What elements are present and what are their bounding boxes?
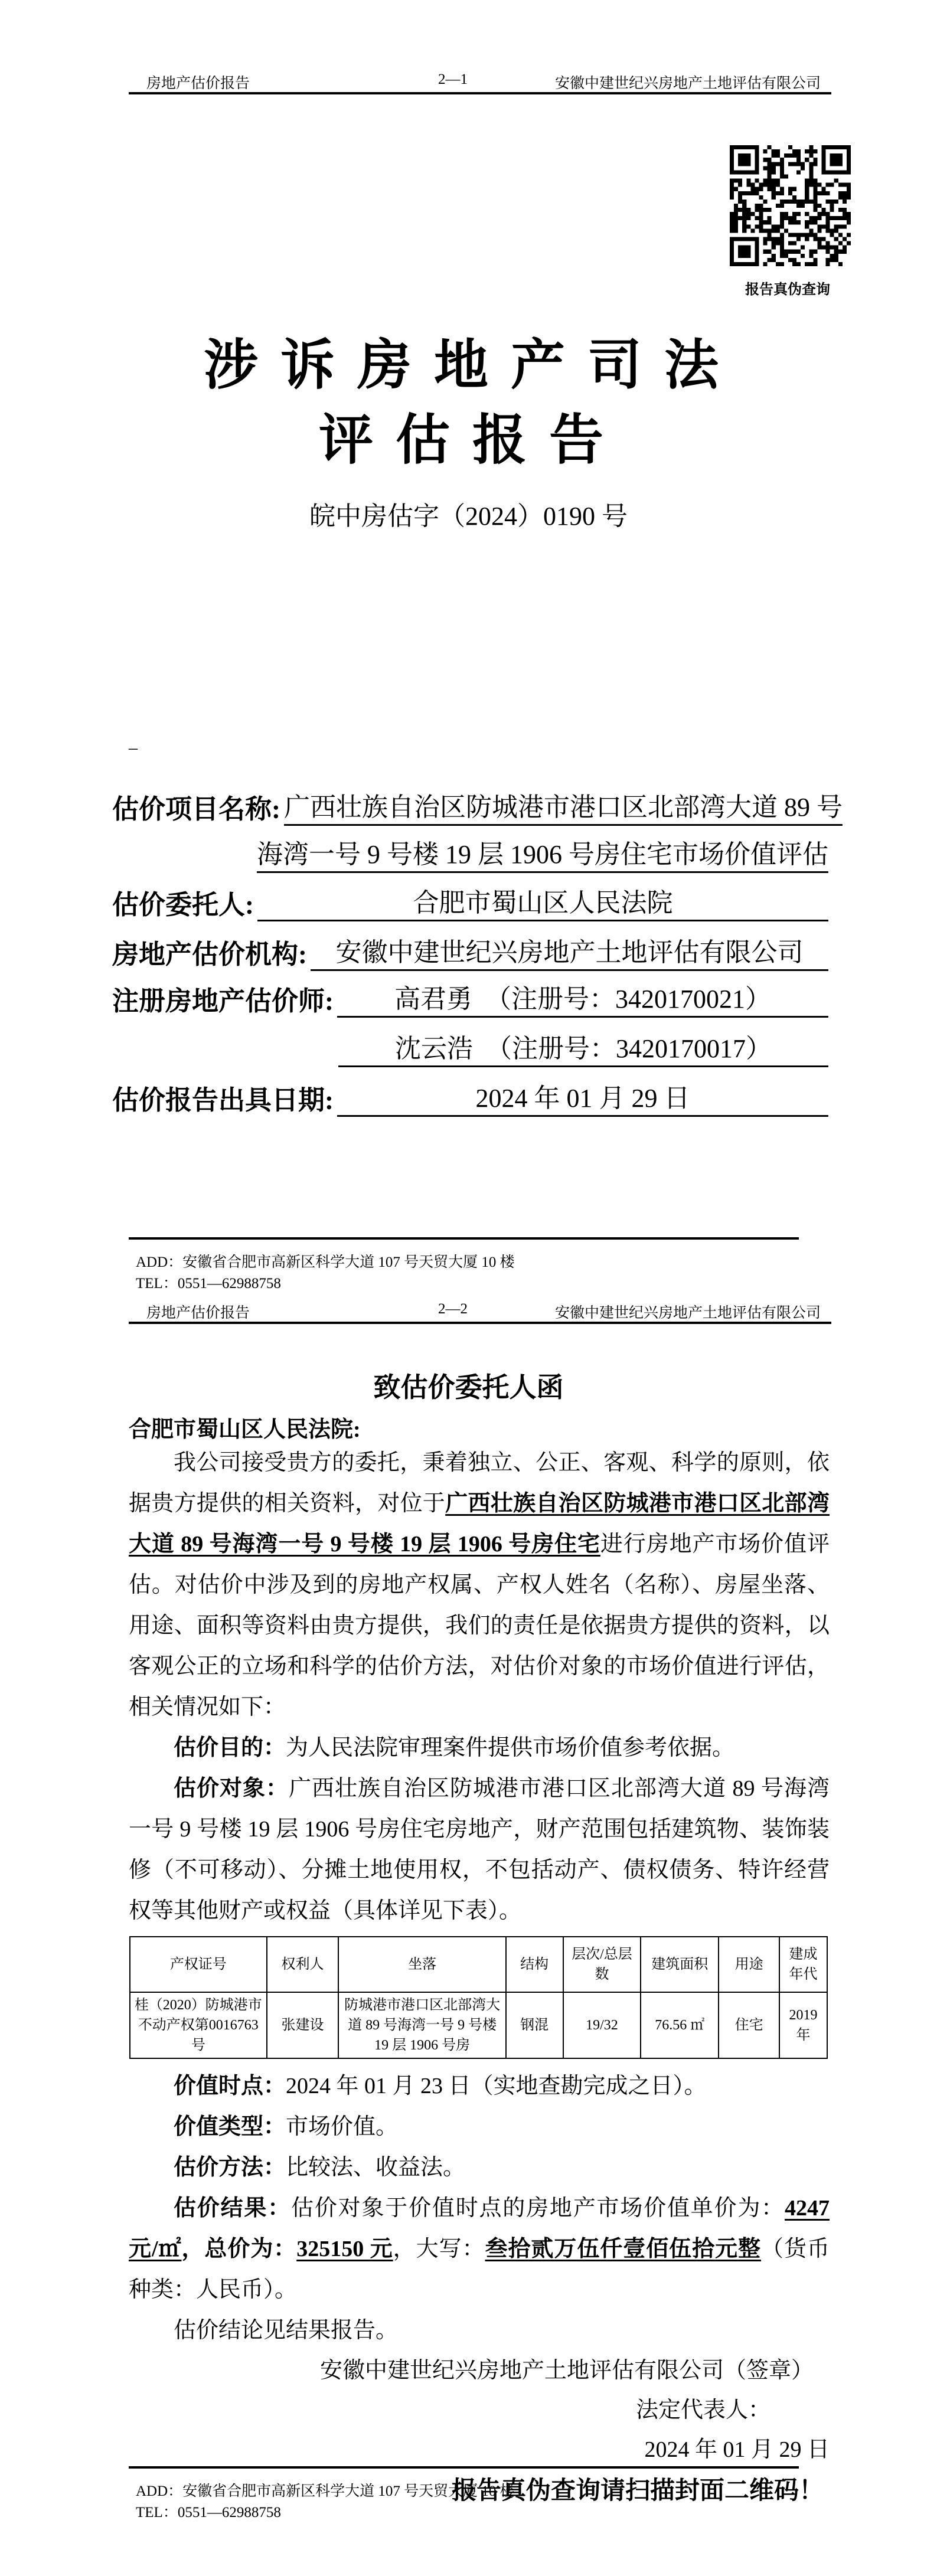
report-title-line1: 涉诉房地产司法 [203,335,741,395]
conclusion-paragraph: 估价结论见结果报告。 [174,2318,399,2343]
header-page-number: 2—1 [438,71,468,87]
table-cell: 76.56 ㎡ [641,1992,719,2058]
agency-value: 安徽中建世纪兴房地产土地评估有限公司 [311,936,828,971]
addressee: 合肥市蜀山区人民法院: [129,1417,361,1442]
method-paragraph [129,2147,830,2188]
intro-subject: 广西壮族自治区防城港市港口区北部湾大道 89 号海湾一号 9 号楼 19 层 1906 号房住宅 [129,1491,830,1557]
table-header: 坐落 [338,1937,505,1992]
table-header: 用途 [719,1937,779,1992]
result-text: 估价对象于价值时点的房地产市场价值单价为： [291,2196,785,2221]
table-cell: 钢混 [506,1992,563,2058]
appraiser-label: 注册房地产估价师: [112,986,334,1016]
report-date-label: 估价报告出具日期: [112,1086,334,1115]
value-type-paragraph [129,2107,830,2147]
client-row [112,887,828,921]
method-text: 比较法、收益法。 [286,2155,466,2180]
footer-address: ADD：安徽省合肥市高新区科学大道 107 号天贸大厦 10 楼 [136,2483,515,2499]
unit-price: 4247 元/㎡ [129,2196,830,2261]
currency-text: （货币种类：人民币）。 [129,2237,830,2302]
total-price-words: 叁拾贰万伍仟壹佰伍拾元整 [485,2237,762,2261]
client-value: 合肥市蜀山区人民法院 [257,887,828,921]
result-text: ，总价为： [181,2237,297,2261]
project-name-value-2: 海湾一号 9 号楼 19 层 1906 号房住宅市场价值评估 [257,838,828,873]
table-header: 层次/总层数 [563,1937,641,1992]
letter-intro [129,1443,830,1728]
table-cell: 19/32 [563,1992,641,2058]
footer-phone: TEL：0551—62988758 [136,2505,281,2521]
document-number: 皖中房估字（2024）0190 号 [309,502,628,531]
table-header-row [130,1937,827,1992]
table-cell: 2019年 [779,1992,827,2058]
object-text: 广西壮族自治区防城港市港口区北部湾大道 89 号海湾一号 9 号楼 19 层 1906 号房住宅房地产，财产范围包括建筑物、装饰装修（不可移动）、分摊土地使用权，不包括动产、债权债务、特许经营权等其他财产或权益（具体详见下表）。 [129,1776,830,1923]
agency-label: 房地产估价机构: [112,940,307,969]
table-cell: 张建设 [267,1992,339,2058]
header-divider [129,92,831,94]
appraiser-row-2 [112,1032,828,1067]
report-date-value: 2024 年 01 月 29 日 [337,1082,828,1117]
appraiser-2: 沈云浩 （注册号：3420170017） [338,1032,828,1067]
header-company: 安徽中建世纪兴房地产土地评估有限公司 [555,76,821,91]
intro-text: 我公司接受贵方的委托，秉着独立、公正、客观、科学的原则，依据贵方提供的相关资料，对位于 [129,1450,830,1516]
footer-divider [129,2466,799,2469]
intro-text-2: 进行房地产市场价值评估。对估价中涉及到的房地产权属、产权人姓名（名称）、房屋坐落、用途、面积等资料由贵方提供，我们的责任是依据贵方提供的资料，以客观公正的立场和科学的估价方法，对估价对象的市场价值进行评估，相关情况如下： [129,1532,830,1719]
result-label: 估价结果： [174,2196,292,2221]
purpose-label: 估价目的： [174,1735,286,1760]
appraiser-row [112,983,828,1018]
header-company: 安徽中建世纪兴房地产土地评估有限公司 [555,1305,821,1321]
object-label: 估价对象： [174,1776,289,1801]
dash-mark: – [129,738,138,757]
result-text: ，大写： [393,2237,485,2261]
qr-code-icon [730,145,851,266]
table-row [130,1992,827,2058]
table-header: 建成年代 [779,1937,827,1992]
purpose-paragraph [129,1728,830,1768]
header-report-name: 房地产估价报告 [146,76,250,91]
signature-company: 安徽中建世纪兴房地产土地评估有限公司（签章） [319,2358,814,2383]
table-cell: 住宅 [719,1992,779,2058]
appraiser-1: 高君勇 （注册号：3420170021） [337,983,828,1018]
value-date-label: 价值时点： [174,2074,286,2098]
value-type-label: 价值类型： [174,2114,286,2139]
footer-address: ADD：安徽省合肥市高新区科学大道 107 号天贸大厦 10 楼 [136,1254,515,1270]
header-page-number: 2—2 [438,1301,468,1317]
property-table [129,1936,828,2059]
result-paragraph [129,2188,830,2310]
project-name-value-1: 广西壮族自治区防城港市港口区北部湾大道 89 号 [284,791,843,826]
letter-title: 致估价委托人函 [373,1372,564,1403]
table-header: 产权证号 [130,1937,267,1992]
verify-notice: 报告真伪查询请扫描封面二维码！ [451,2477,824,2505]
report-date-row [112,1082,828,1117]
footer-divider [129,1237,799,1240]
purpose-text: 为人民法院审理案件提供市场价值参考依据。 [286,1735,735,1760]
value-type-text: 市场价值。 [286,2114,399,2139]
client-label: 估价委托人: [112,890,254,920]
table-header: 结构 [506,1937,563,1992]
project-name-row-2 [112,838,828,873]
legal-representative: 法定代表人： [635,2398,771,2423]
value-date-text: 2024 年 01 月 23 日（实地查勘完成之日）。 [286,2074,707,2098]
object-paragraph [129,1768,830,1931]
report-title-line2: 评估报告 [318,410,626,470]
table-cell: 防城港市港口区北部湾大道 89 号海湾一号 9 号楼 19 层 1906 号房 [338,1992,505,2058]
agency-row [112,936,828,971]
table-header: 建筑面积 [641,1937,719,1992]
method-label: 估价方法： [174,2155,286,2180]
footer-phone: TEL：0551—62988758 [136,1276,281,1292]
value-date-paragraph [129,2066,830,2107]
sign-date: 2024 年 01 月 29 日 [644,2437,830,2462]
header-report-name: 房地产估价报告 [146,1305,250,1321]
table-header: 权利人 [267,1937,339,1992]
letter-body [129,1443,830,2512]
table-cell: 桂（2020）防城港市不动产权第0016763号 [130,1992,267,2058]
total-price: 325150 元 [296,2237,393,2261]
project-name-row [112,791,843,826]
project-name-label: 估价项目名称: [112,795,280,824]
qr-caption: 报告真伪查询 [745,282,830,298]
header-divider [129,1322,831,1324]
